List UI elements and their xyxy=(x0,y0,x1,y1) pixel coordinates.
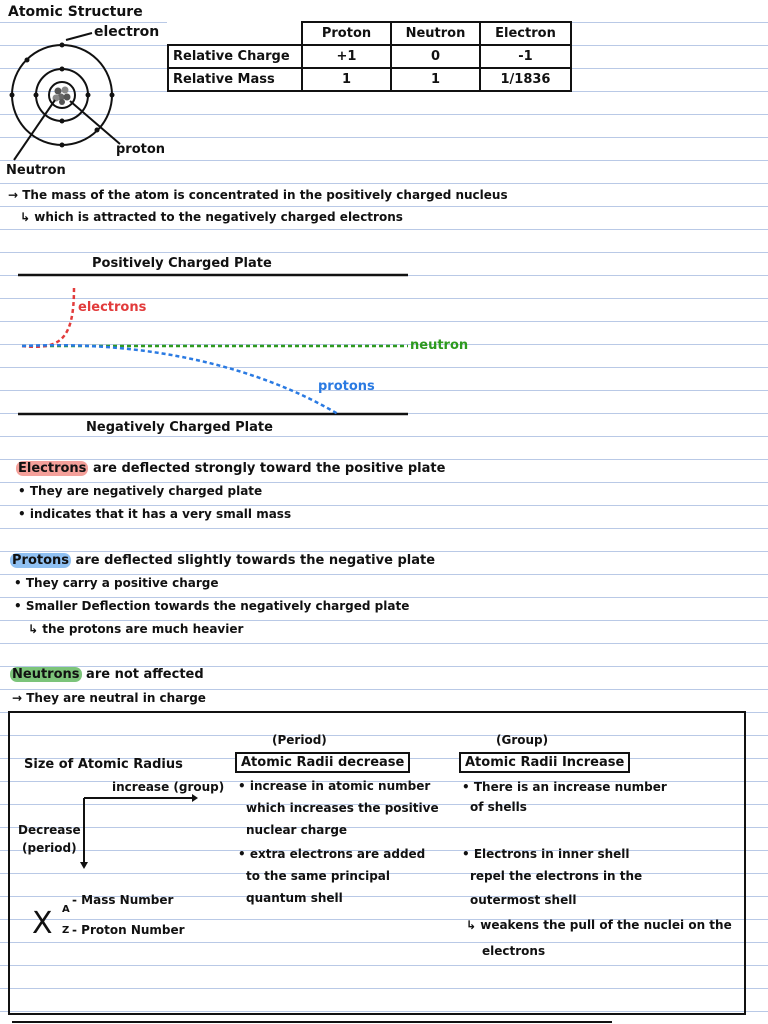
superscript-a: A xyxy=(62,904,70,915)
bottom-divider xyxy=(12,1021,612,1023)
radius-title: Size of Atomic Radius xyxy=(24,757,183,772)
table-row xyxy=(168,45,571,68)
neutron-label: Neutron xyxy=(6,163,66,178)
list-item: • indicates that it has a very small mass xyxy=(18,507,292,521)
table-header: Proton xyxy=(302,22,391,45)
table-cell: 1 xyxy=(391,68,480,91)
proton-number-label: - Proton Number xyxy=(72,923,185,937)
list-item: quantum shell xyxy=(246,891,343,905)
protons-path-label: protons xyxy=(318,379,375,394)
table-cell: +1 xyxy=(302,45,391,68)
list-item: which increases the positive xyxy=(246,801,439,815)
list-item: • extra electrons are added xyxy=(238,847,426,861)
table-row xyxy=(168,68,571,91)
table-cell: 0 xyxy=(391,45,480,68)
negative-plate-label: Negatively Charged Plate xyxy=(86,420,273,435)
neutron-pointer xyxy=(14,100,55,160)
neutrons-keyword: Neutrons xyxy=(12,667,80,682)
group-arrowhead xyxy=(192,794,198,802)
decrease-label: Decrease xyxy=(18,823,81,837)
particle-table xyxy=(167,21,572,92)
note-line: → The mass of the atom is concentrated in the positively charged nucleus xyxy=(8,188,508,202)
trend-arrows xyxy=(80,790,200,872)
list-item: nuclear charge xyxy=(246,823,348,837)
proton-pointer xyxy=(70,101,120,144)
period-box: Atomic Radii decrease xyxy=(235,752,410,773)
list-item: • Smaller Deflection towards the negatively charged plate xyxy=(14,599,410,613)
electron-path xyxy=(22,288,74,347)
electron-label: electron xyxy=(94,24,160,40)
list-item: • They carry a positive charge xyxy=(14,576,219,590)
element-symbol: X xyxy=(32,906,53,941)
period-label: (period) xyxy=(22,841,77,855)
list-item: ↳ the protons are much heavier xyxy=(28,622,244,636)
page-title: Atomic Structure xyxy=(8,4,143,20)
deflection-diagram xyxy=(0,270,480,420)
proton-path xyxy=(22,345,338,414)
list-item: electrons xyxy=(482,944,546,958)
row-label: Relative Mass xyxy=(168,68,302,91)
table-cell: 1 xyxy=(302,68,391,91)
group-box: Atomic Radii Increase xyxy=(459,752,630,773)
increase-label: increase (group) xyxy=(112,780,225,794)
list-item: to the same principal xyxy=(246,869,391,883)
list-item: • They are negatively charged plate xyxy=(18,484,263,498)
row-label: Relative Charge xyxy=(168,45,302,68)
table-corner xyxy=(168,22,302,45)
list-item: of shells xyxy=(470,800,527,814)
list-item: outermost shell xyxy=(470,893,577,907)
protons-heading-text: are deflected slightly towards the negative plate xyxy=(71,553,436,568)
group-title: (Group) xyxy=(496,733,549,747)
table-header: Electron xyxy=(480,22,571,45)
period-title: (Period) xyxy=(272,733,327,747)
proton-label: proton xyxy=(116,142,166,157)
subscript-z: Z xyxy=(62,925,70,936)
list-item: • There is an increase number xyxy=(462,780,667,794)
electrons-path-label: electrons xyxy=(78,300,147,315)
neutron-path-label: neutron xyxy=(410,338,469,353)
electrons-heading-text: are deflected strongly toward the positive plate xyxy=(88,461,446,476)
table-header-row xyxy=(168,22,571,45)
list-item: • Electrons in inner shell xyxy=(462,847,630,861)
protons-keyword: Protons xyxy=(12,553,70,568)
mass-number-label: - Mass Number xyxy=(72,893,174,907)
list-item: • increase in atomic number xyxy=(238,779,431,793)
list-item: ↳ weakens the pull of the nuclei on the xyxy=(466,918,732,932)
electrons-heading xyxy=(16,461,445,476)
table-cell: -1 xyxy=(480,45,571,68)
nucleus-particles xyxy=(53,87,71,106)
protons-heading xyxy=(10,553,435,568)
electrons-keyword: Electrons xyxy=(18,461,87,476)
table-cell: 1/1836 xyxy=(480,68,571,91)
list-item: → They are neutral in charge xyxy=(12,691,206,705)
list-item: repel the electrons in the xyxy=(470,869,643,883)
table-header: Neutron xyxy=(391,22,480,45)
neutrons-heading-text: are not affected xyxy=(81,667,204,682)
period-arrowhead xyxy=(80,862,88,869)
note-line: ↳ which is attracted to the negatively charged electrons xyxy=(20,210,403,224)
electron-pointer xyxy=(66,33,92,40)
neutrons-heading xyxy=(10,667,204,682)
positive-plate-label: Positively Charged Plate xyxy=(92,256,272,271)
